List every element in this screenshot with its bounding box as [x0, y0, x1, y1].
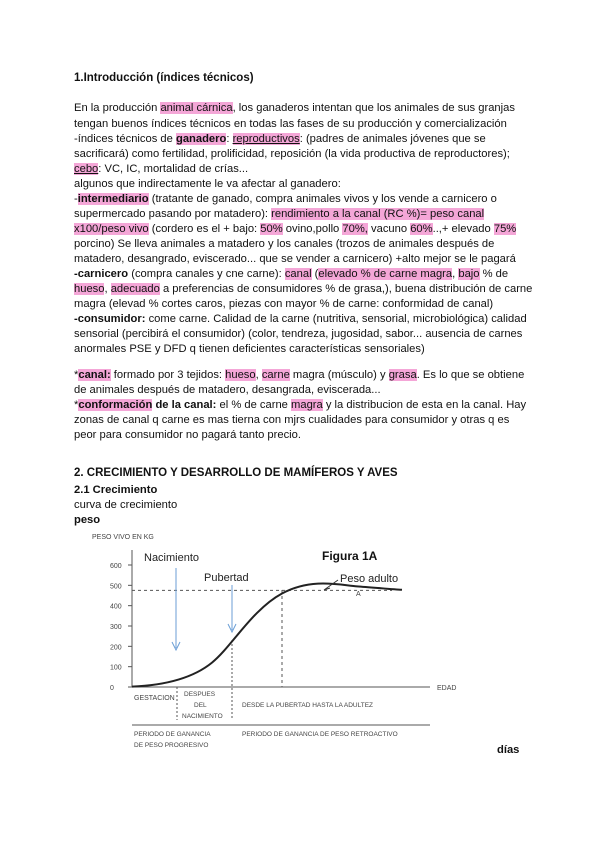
- period-progressive: DE PESO PROGRESIVO: [134, 742, 209, 749]
- text-line: tengan buenos índices técnicos en todas las fases de su producción y comercialización: [74, 118, 507, 130]
- y-tick-label: 200: [110, 644, 122, 652]
- text-line: anormales PSE y DFD q tienen deficientes características sensoriales): [74, 343, 425, 355]
- text-line: cebo: VC, IC, mortalidad de crías...: [74, 163, 249, 175]
- phase-after-birth: DEL: [194, 702, 207, 709]
- y-ticks: [110, 563, 132, 692]
- text-line: zonas de canal q carne es mas tierna con mjrs cualidades para consumidor y otras q es: [74, 414, 510, 426]
- growth-curve: [132, 583, 402, 686]
- y-tick-label: 300: [110, 624, 122, 631]
- point-a-label: A: [356, 591, 361, 598]
- y-tick-label: 0: [110, 685, 114, 692]
- period-progressive: PERIODO DE GANANCIA: [134, 731, 211, 738]
- text-line: *canal: formado por 3 tejidos: hueso, carne magra (músculo) y grasa. Es lo que se obtiene: [74, 369, 525, 381]
- text-line: algunos que indirectamente le va afectar al ganadero:: [74, 178, 341, 190]
- phase-gestation: GESTACION: [134, 695, 175, 702]
- text-line: supermercado pasando por matadero): rendimiento a la canal (RC %)= peso canal: [74, 208, 485, 220]
- x-unit-label: días: [497, 744, 520, 756]
- section-2-title: 2. CRECIMIENTO Y DESARROLLO DE MAMÍFEROS Y AVES: [74, 467, 398, 479]
- text-line: hueso, adecuado a preferencias de consumidores % de grasa,), buena distribución de carne: [74, 283, 533, 295]
- y-axis-label: PESO VIVO EN KG: [92, 534, 154, 541]
- text-line: sensorial (percibirá el consumidor) (color, tendreza, jugosidad, sabor... ausencia de carnes: [74, 328, 523, 340]
- text-line: -carnicero (compra canales y cne carne): canal (elevado % de carne magra, bajo % de: [74, 268, 509, 280]
- text-line: curva de crecimiento: [74, 499, 178, 511]
- phase-after-birth: DESPUES: [184, 691, 216, 698]
- text-line: *conformación de la canal: el % de carne magra y la distribucion de esta en la canal. Hay: [74, 399, 527, 411]
- adult-label: Peso adulto: [340, 573, 399, 585]
- text-line: magra (elevad % cortes caros, piezas con mayor % de carne: conformidad de canal): [74, 298, 494, 310]
- growth-curve-chart: [92, 530, 457, 760]
- chart-title: Figura 1A: [322, 549, 378, 563]
- puberty-label: Pubertad: [204, 572, 249, 584]
- text-line: sacrificará) como fertilidad, prolificidad, reposición (la vida productiva de reproductores);: [74, 148, 510, 160]
- subsection-title: 2.1 Crecimiento: [74, 484, 158, 496]
- text-line: de animales después de matadero, desangrada, eviscerada...: [74, 384, 381, 396]
- x-axis-label: EDAD: [437, 685, 457, 692]
- y-tick-label: 400: [110, 603, 122, 611]
- text-line: porcino) Se lleva animales a matadero y los canales (trozos de animales después de: [74, 238, 495, 250]
- text-line: peso: [74, 514, 101, 526]
- birth-label: Nacimiento: [144, 552, 200, 564]
- phase-after-birth: NACIMIENTO: [182, 713, 223, 720]
- text-line: peor para consumidor no pagará tanto precio.: [74, 429, 302, 441]
- text-line: matadero, desangrado, eviscerado... que se vender a carnicero) +alto mejor se le pagará: [74, 253, 516, 265]
- text-line: -consumidor: come carne. Calidad de la carne (nutritiva, sensorial, microbiológica) calidad: [74, 313, 527, 325]
- phase-puberty-adult: DESDE LA PUBERTAD HASTA LA ADULTEZ: [242, 702, 374, 709]
- y-tick-label: 600: [110, 563, 122, 570]
- period-retroactive: PERIODO DE GANANCIA DE PESO RETROACTIVO: [242, 731, 398, 738]
- text-line: x100/peso vivo (cordero es el + bajo: 50% ovino,pollo 70%, vacuno 60%..,+ elevado 75%: [74, 223, 517, 235]
- text-line: -intermediario (tratante de ganado, compra animales vivos y los vende a carnicero o: [74, 193, 497, 205]
- text-line: -índices técnicos de ganadero: reproductivos: (padres de animales jóvenes que se: [74, 133, 486, 145]
- y-tick-label: 100: [110, 664, 122, 672]
- text-line: En la producción animal cárnica, los ganaderos intentan que los animales de sus granjas: [74, 102, 515, 114]
- y-tick-label: 500: [110, 583, 122, 591]
- section-1-title: 1.Introducción (índices técnicos): [74, 72, 254, 84]
